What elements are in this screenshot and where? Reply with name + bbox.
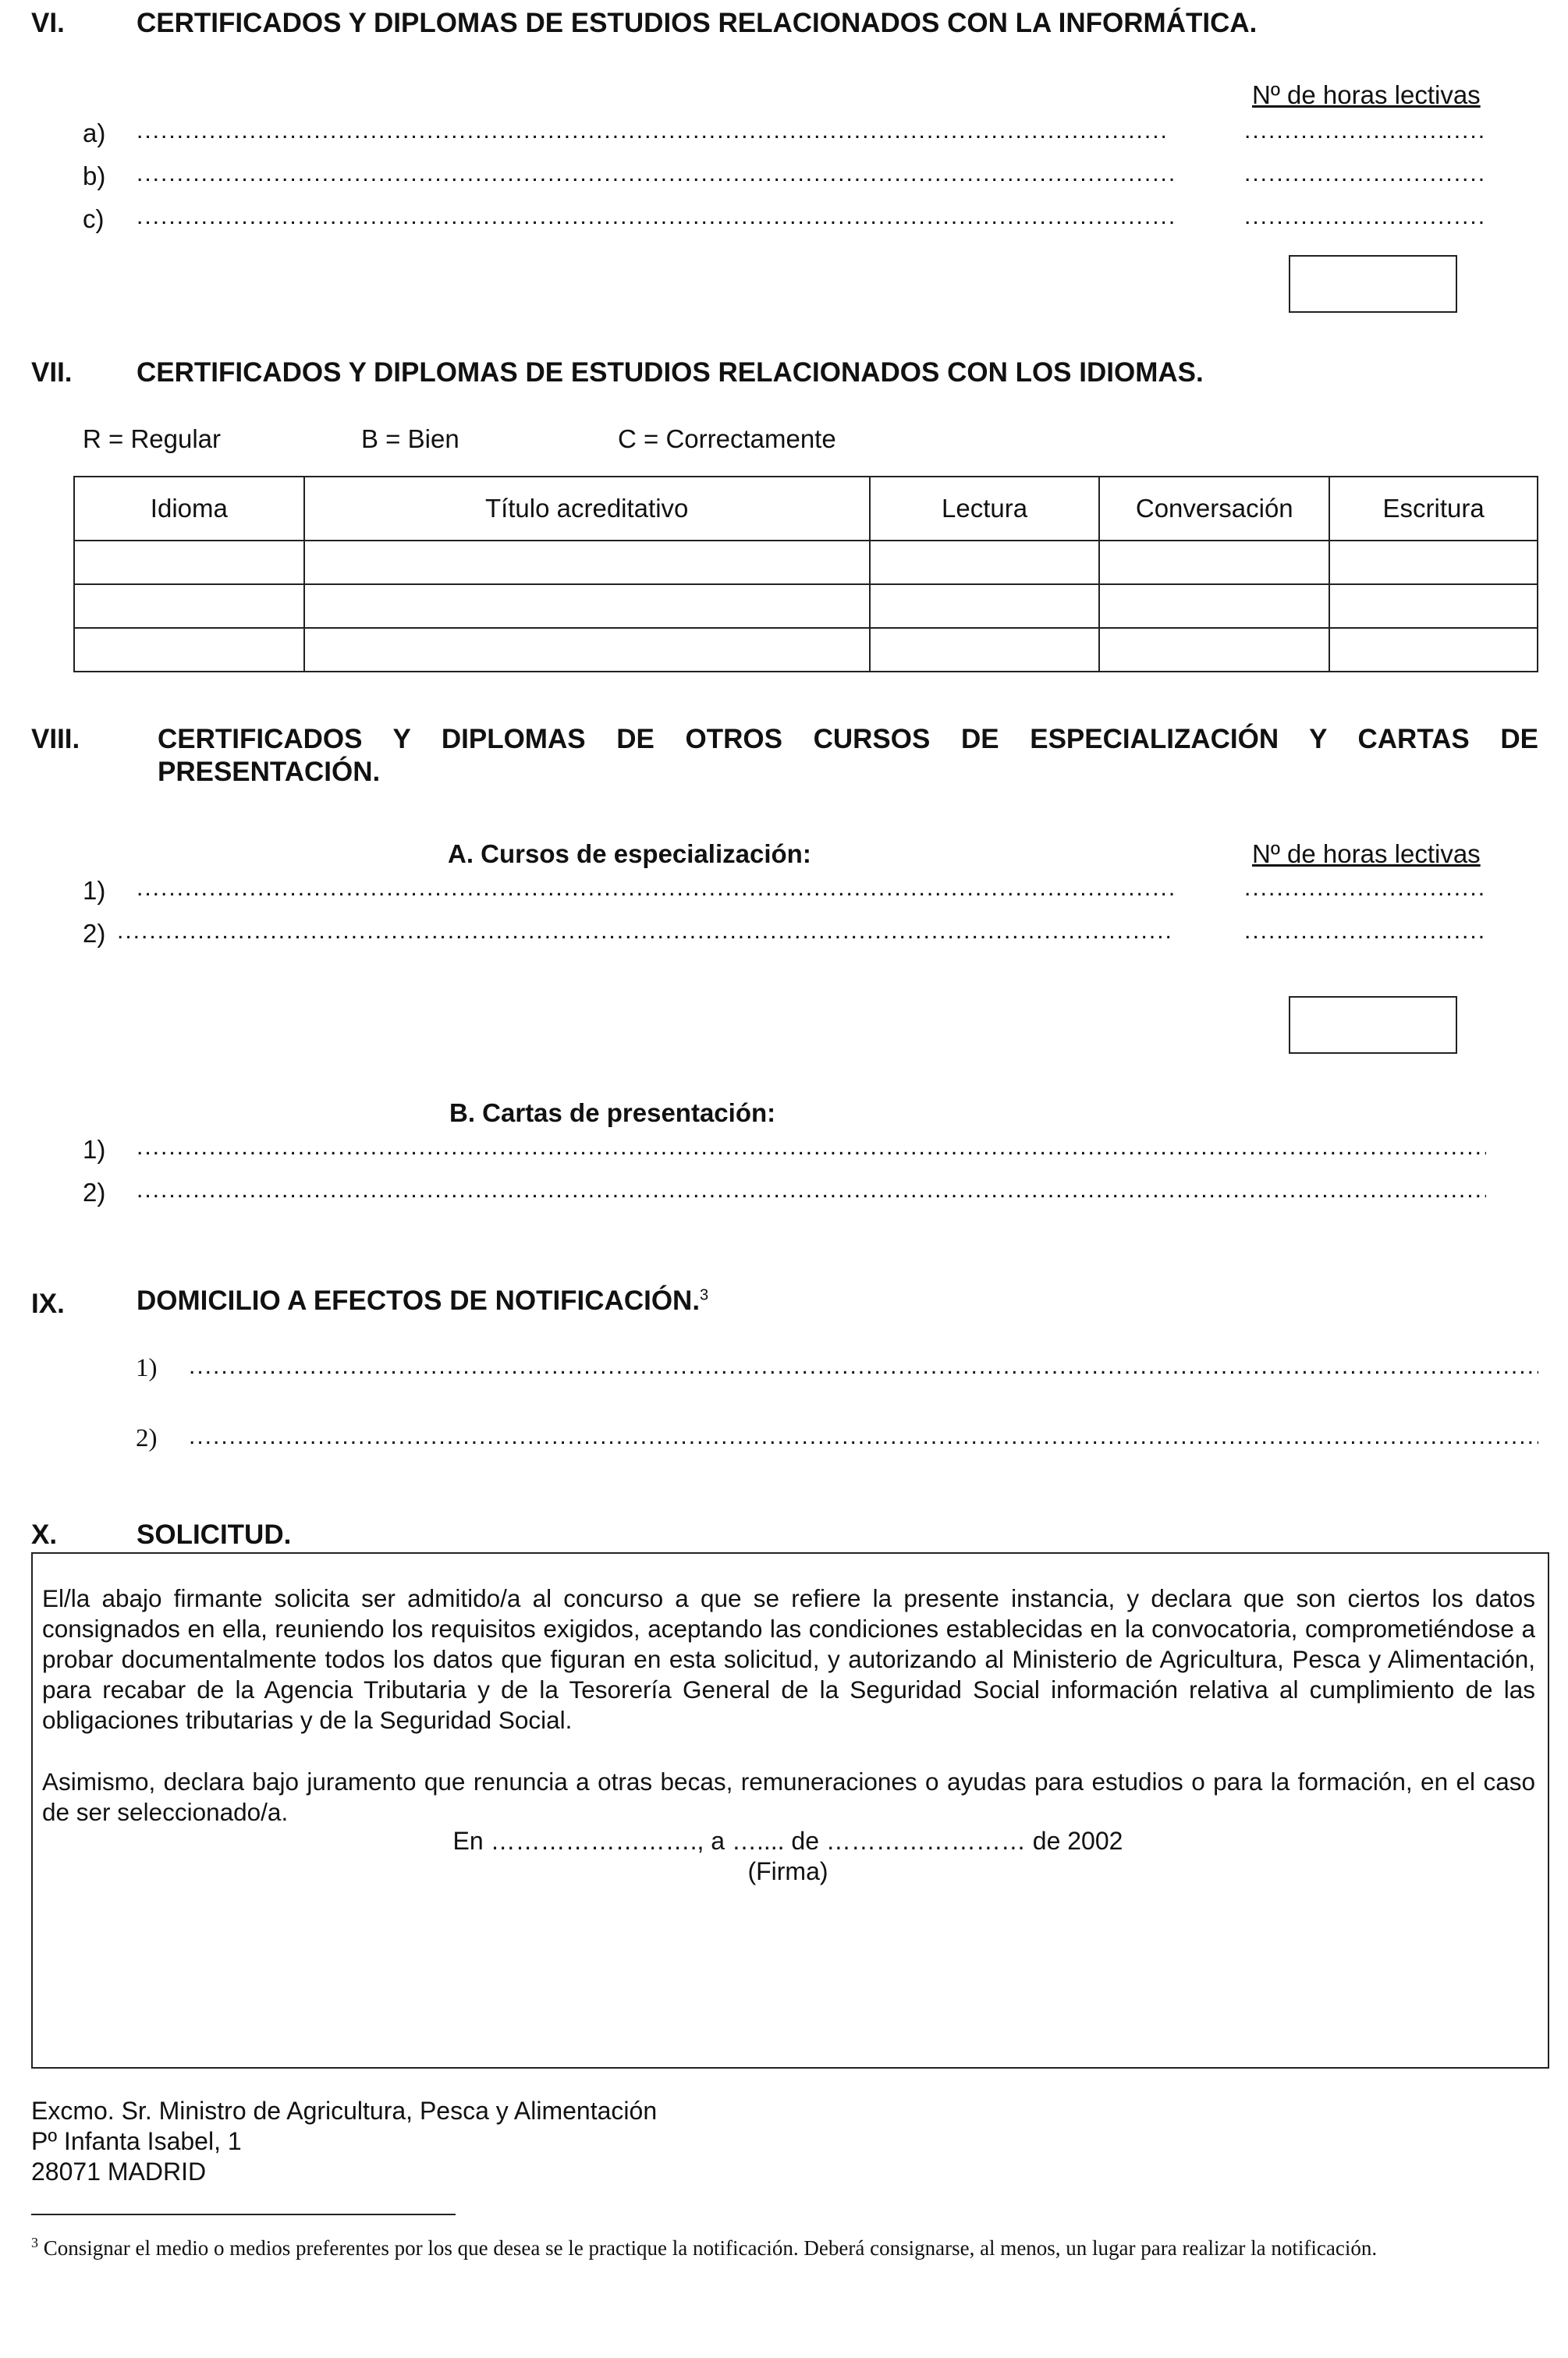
column-header-escritura: Escritura <box>1329 477 1538 541</box>
table-cell[interactable] <box>1099 584 1329 628</box>
footnote-mark: 3 <box>31 2235 38 2250</box>
letter-label-2: 2) <box>83 1178 106 1207</box>
section-ix-number: IX. <box>31 1289 65 1319</box>
hours-label-viii: Nº de horas lectivas <box>1252 839 1481 868</box>
table-row <box>74 584 1538 628</box>
table-cell[interactable] <box>870 541 1100 584</box>
legend-regular: R = Regular <box>83 424 222 453</box>
legend-bien: B = Bien <box>361 424 459 453</box>
item-b-field[interactable] <box>137 162 1174 186</box>
section-vii-title: CERTIFICADOS Y DIPLOMAS DE ESTUDIOS RELACIONADOS CON LOS IDIOMAS. <box>137 357 1204 388</box>
subsection-b-title: B. Cartas de presentación: <box>449 1098 776 1127</box>
addressee-line1: Excmo. Sr. Ministro de Agricultura, Pesca y Alimentación <box>31 2097 658 2125</box>
footnote-text: Consignar el medio o medios preferentes por los que desea se le practique la notificación. Deberá consignarse, al menos, un lugar para realizar la notificación. <box>43 2236 1378 2260</box>
address-1-field[interactable] <box>189 1355 1538 1378</box>
table-cell[interactable] <box>1329 628 1538 672</box>
table-cell[interactable] <box>870 584 1100 628</box>
address-2-field[interactable] <box>189 1425 1538 1448</box>
section-ix-title: DOMICILIO A EFECTOS DE NOTIFICACIÓN. <box>137 1285 701 1316</box>
item-c-field[interactable] <box>137 205 1174 229</box>
table-cell[interactable] <box>1099 541 1329 584</box>
total-hours-box-vi[interactable] <box>1289 255 1457 313</box>
item-label-c: c) <box>83 204 105 233</box>
total-hours-box-viii[interactable] <box>1289 996 1457 1054</box>
table-cell[interactable] <box>1329 541 1538 584</box>
item-b-hours-field[interactable] <box>1244 162 1485 186</box>
signature-label: (Firma) <box>747 1857 828 1885</box>
section-viii-title-line2: PRESENTACIÓN. <box>158 757 381 787</box>
legend-correctamente: C = Correctamente <box>618 424 836 453</box>
column-header-lectura: Lectura <box>870 477 1100 541</box>
table-cell[interactable] <box>74 628 304 672</box>
section-x-title: SOLICITUD. <box>137 1519 292 1550</box>
table-cell[interactable] <box>304 628 870 672</box>
subsection-a-title: A. Cursos de especialización: <box>448 839 811 868</box>
column-header-conversacion: Conversación <box>1099 477 1329 541</box>
item-a-field[interactable] <box>137 119 1166 143</box>
section-vi-number: VI. <box>31 8 65 38</box>
table-cell[interactable] <box>74 584 304 628</box>
column-header-titulo: Título acreditativo <box>304 477 870 541</box>
footnote <box>31 2229 1537 2263</box>
request-paragraph-1: El/la abajo firmante solicita ser admitido/a al concurso a que se refiere la presente instancia, y declara que son ciertos los datos consignados en ella, reuniendo los requisitos exigidos, aceptando las condiciones establecidas en la convocatoria, comprometiéndose a probar documentalmente todos los datos que figuran en esta solicitud, y autorizando al Ministerio de Agricultura, Pesca y Alimentación, para recabar de la Agencia Tributaria y de la Tesorería General de la Seguridad Social información relativa al cumplimiento de las obligaciones tributarias y de la Seguridad Social. <box>42 1584 1535 1734</box>
addressee-line2: Pº Infanta Isabel, 1 <box>31 2127 242 2155</box>
table-cell[interactable] <box>304 541 870 584</box>
table-cell[interactable] <box>74 541 304 584</box>
course-label-1: 1) <box>83 876 106 905</box>
item-label-a: a) <box>83 119 106 147</box>
footnote-divider <box>31 2214 456 2215</box>
section-x-number: X. <box>31 1519 58 1550</box>
letter-1-field[interactable] <box>137 1136 1486 1159</box>
table-cell[interactable] <box>1099 628 1329 672</box>
table-cell[interactable] <box>870 628 1100 672</box>
course-1-field[interactable] <box>137 877 1174 900</box>
item-a-hours-field[interactable] <box>1244 119 1485 143</box>
date-line: En ……………………., a ….... de …………………… de 2002 <box>452 1827 1123 1855</box>
address-label-2: 2) <box>136 1424 158 1452</box>
request-paragraph-2: Asimismo, declara bajo juramento que renuncia a otras becas, remuneraciones o ayudas para estudios o para la formación, en el caso de ser seleccionado/a. <box>42 1768 1535 1826</box>
languages-table <box>73 476 1538 672</box>
section-vii-number: VII. <box>31 357 73 388</box>
footnote-ref: 3 <box>700 1286 709 1304</box>
section-vi-title: CERTIFICADOS Y DIPLOMAS DE ESTUDIOS RELACIONADOS CON LA INFORMÁTICA. <box>137 8 1258 38</box>
hours-label-vi: Nº de horas lectivas <box>1252 80 1481 109</box>
item-c-hours-field[interactable] <box>1244 205 1485 229</box>
item-label-b: b) <box>83 161 106 190</box>
letter-2-field[interactable] <box>137 1179 1486 1202</box>
table-cell[interactable] <box>304 584 870 628</box>
table-row <box>74 628 1538 672</box>
addressee-line3: 28071 MADRID <box>31 2158 207 2186</box>
course-2-field[interactable] <box>117 920 1174 943</box>
address-label-1: 1) <box>136 1354 158 1382</box>
course-2-hours-field[interactable] <box>1244 920 1485 943</box>
column-header-idioma: Idioma <box>74 477 304 541</box>
section-ix-title-wrap <box>137 1285 708 1317</box>
section-viii-number: VIII. <box>31 724 80 754</box>
section-viii-title-line1: CERTIFICADOS Y DIPLOMAS DE OTROS CURSOS DE ESPECIALIZACIÓN Y CARTAS DE <box>158 724 1538 754</box>
course-label-2: 2) <box>83 919 106 948</box>
course-1-hours-field[interactable] <box>1244 877 1485 900</box>
table-row <box>74 541 1538 584</box>
letter-label-1: 1) <box>83 1135 106 1164</box>
table-cell[interactable] <box>1329 584 1538 628</box>
